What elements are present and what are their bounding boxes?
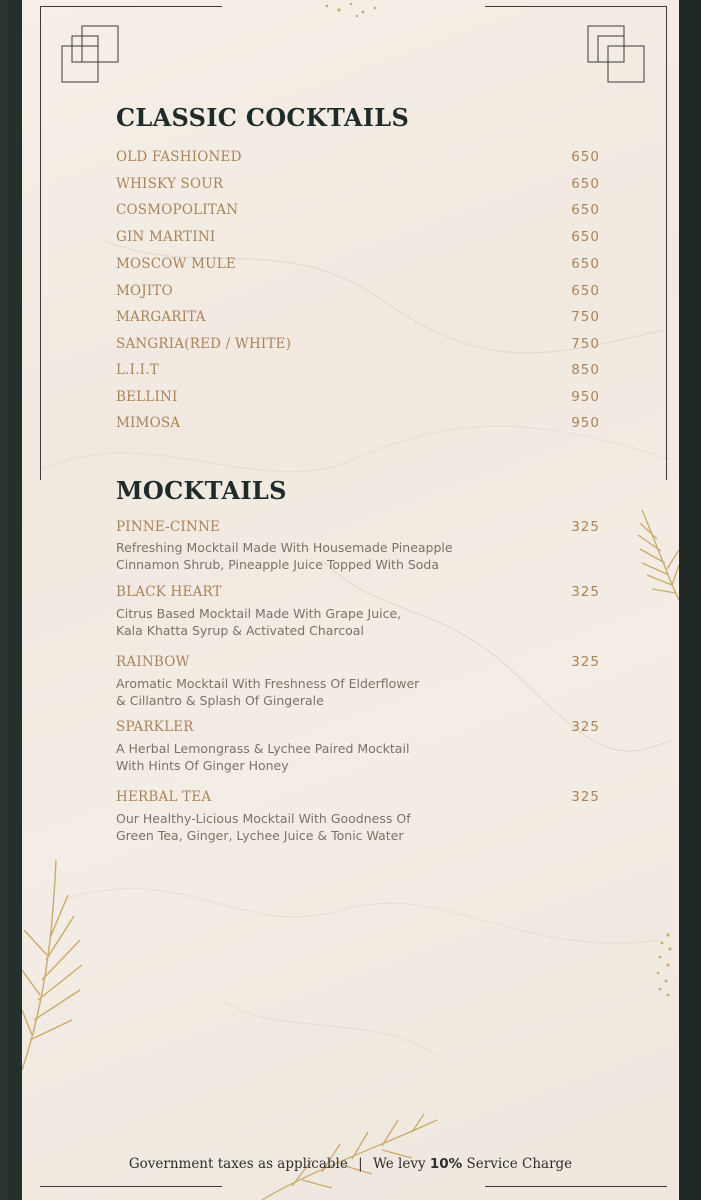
menu-item-price: 325 [571, 789, 600, 805]
menu-item-name: GIN MARTINI [116, 229, 216, 245]
menu-item-price: 850 [571, 362, 600, 378]
page-edge-left [0, 0, 8, 1200]
menu-page [22, 0, 679, 1200]
menu-item-price: 325 [571, 654, 600, 670]
menu-item-price: 325 [571, 719, 600, 735]
frame-bottom-right-line [485, 1186, 667, 1187]
palm-leaf-icon [632, 505, 679, 615]
menu-item-name: COSMOPOLITAN [116, 202, 239, 218]
corner-ornament-icon [586, 24, 648, 86]
menu-item-name: BELLINI [116, 389, 178, 405]
menu-item-description [116, 605, 516, 639]
footer-taxes-text: Government taxes as applicable [128, 1156, 348, 1172]
footer-note [22, 1156, 679, 1172]
menu-item-price: 650 [571, 202, 600, 218]
menu-item-price: 650 [571, 283, 600, 299]
menu-item-name: PINNE-CINNE [116, 519, 221, 535]
menu-item-name: SPARKLER [116, 719, 194, 735]
footer-separator: | [358, 1156, 363, 1172]
frame-top-left-line [40, 6, 222, 7]
description-line: Green Tea, Ginger, Lychee Juice & Tonic Water [116, 828, 404, 843]
gold-sprig-icon [317, 0, 387, 22]
frame-top-right-line [485, 6, 667, 7]
footer-levy-text: We levy [372, 1156, 426, 1172]
description-line: Refreshing Mocktail Made With Housemade Pineapple [116, 540, 453, 555]
menu-item-description [116, 675, 516, 709]
menu-item-price: 650 [571, 229, 600, 245]
menu-item-price: 650 [571, 176, 600, 192]
description-line: Our Healthy-Licious Mocktail With Goodness Of [116, 811, 411, 826]
menu-item-price: 750 [571, 309, 600, 325]
frame-bottom-left-line [40, 1186, 222, 1187]
menu-item-description [116, 539, 516, 573]
menu-item-price: 750 [571, 336, 600, 352]
menu-item-name: SANGRIA(RED / WHITE) [116, 336, 292, 352]
description-line: Cinnamon Shrub, Pineapple Juice Topped With Soda [116, 557, 440, 572]
frame-right-line [666, 6, 667, 480]
menu-item-name: MOJITO [116, 283, 173, 299]
menu-item-price: 950 [571, 389, 600, 405]
menu-item-price: 325 [571, 584, 600, 600]
menu-item-description [116, 740, 516, 774]
description-line: Citrus Based Mocktail Made With Grape Juice, [116, 606, 402, 621]
palm-leaf-icon [22, 850, 92, 1080]
menu-item-name: WHISKY SOUR [116, 176, 224, 192]
menu-item-description [116, 810, 516, 844]
menu-item-price: 950 [571, 415, 600, 431]
menu-item-price: 325 [571, 519, 600, 535]
menu-item-price: 650 [571, 256, 600, 272]
menu-item-name: L.I.I.T [116, 362, 159, 378]
page-edge-right [679, 0, 701, 1200]
footer-service-percent: 10% [429, 1156, 463, 1172]
menu-item-price: 650 [571, 149, 600, 165]
menu-item-name: OLD FASHIONED [116, 149, 242, 165]
menu-item-name: MOSCOW MULE [116, 256, 236, 272]
palm-leaf-icon [252, 1110, 442, 1200]
menu-item-name: HERBAL TEA [116, 789, 212, 805]
menu-item-name: BLACK HEART [116, 584, 222, 600]
description-line: & Cillantro & Splash Of Gingerale [116, 693, 324, 708]
description-line: Aromatic Mocktail With Freshness Of Elderflower [116, 676, 420, 691]
footer-service-text: Service Charge [466, 1156, 573, 1172]
mocktails-title: MOCKTAILS [116, 476, 287, 505]
gold-sprig-icon [648, 925, 679, 1005]
menu-item-name: MARGARITA [116, 309, 206, 325]
description-line: With Hints Of Ginger Honey [116, 758, 289, 773]
description-line: Kala Khatta Syrup & Activated Charcoal [116, 623, 364, 638]
corner-ornament-icon [60, 24, 122, 86]
description-line: A Herbal Lemongrass & Lychee Paired Mocktail [116, 741, 410, 756]
classic-cocktails-title: CLASSIC COCKTAILS [116, 103, 410, 132]
menu-item-name: MIMOSA [116, 415, 181, 431]
menu-item-name: RAINBOW [116, 654, 190, 670]
frame-left-line [40, 6, 41, 480]
